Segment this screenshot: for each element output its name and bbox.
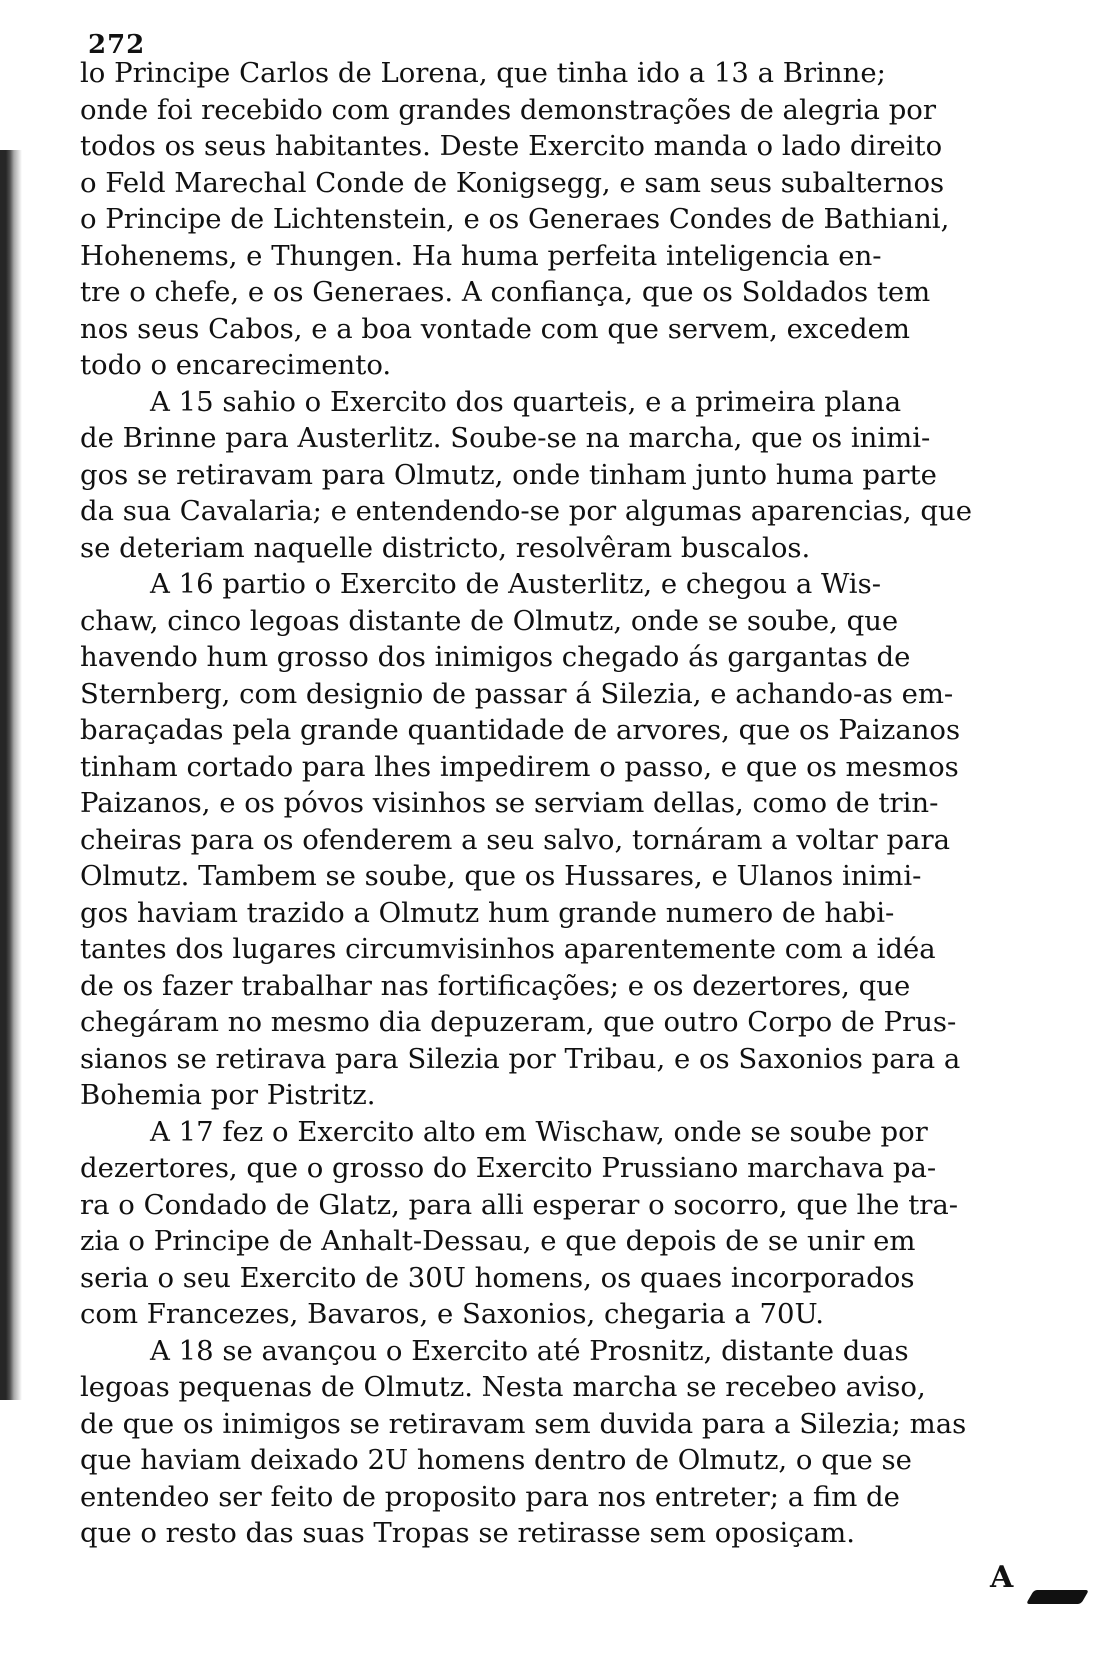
- paragraph: [80, 55, 1015, 384]
- text-line: legoas pequenas de Olmutz. Nesta marcha se recebeo aviso,: [80, 1371, 926, 1403]
- text-line: onde foi recebido com grandes demonstrações de alegria por: [80, 93, 937, 126]
- text-line: Sternberg, com designio de passar á Silezia, e achando-as em-: [80, 677, 954, 710]
- text-line: todo o encarecimento.: [80, 349, 392, 381]
- text-line: gos haviam trazido a Olmutz hum grande numero de habi-: [80, 896, 895, 929]
- text-line: o Feld Marechal Conde de Konigsegg, e sam seus subalternos: [80, 166, 945, 199]
- text-line: dezertores, que o grosso do Exercito Prussiano marchava pa-: [80, 1152, 937, 1184]
- text-line: ra o Condado de Glatz, para alli esperar o socorro, que lhe tra-: [80, 1188, 959, 1221]
- text-line: lo Principe Carlos de Lorena, que tinha ido a 13 a Brinne;: [80, 57, 886, 89]
- text-line: Hohenems, e Thungen. Ha huma perfeita inteligencia en-: [80, 239, 882, 272]
- text-line: nos seus Cabos, e a boa vontade com que servem, excedem: [80, 312, 911, 345]
- ink-smudge: [1026, 1590, 1089, 1604]
- text-line: tre o chefe, e os Generaes. A confiança, que os Soldados tem: [80, 276, 931, 308]
- paragraph: [80, 566, 1015, 1114]
- text-line: A 17 fez o Exercito alto em Wischaw, onde se soube por: [150, 1115, 928, 1148]
- text-line: A 18 se avançou o Exercito até Prosnitz, distante duas: [150, 1334, 909, 1367]
- paragraph: [80, 384, 1015, 567]
- text-line: tinham cortado para lhes impedirem o passo, e que os mesmos: [80, 750, 959, 783]
- text-line: Bohemia por Pistritz.: [80, 1079, 376, 1111]
- text-line: chegáram no mesmo dia depuzeram, que outro Corpo de Prus-: [80, 1006, 957, 1038]
- text-line: se deteriam naquelle districto, resolvêram buscalos.: [80, 531, 811, 564]
- text-line: chaw, cinco legoas distante de Olmutz, onde se soube, que: [80, 604, 899, 637]
- text-line: da sua Cavalaria; e entendendo-se por algumas aparencias, que: [80, 495, 972, 527]
- text-line: gos se retiravam para Olmutz, onde tinham junto huma parte: [80, 458, 937, 491]
- text-line: A 16 partio o Exercito de Austerlitz, e chegou a Wis-: [150, 568, 881, 600]
- catchword: A: [990, 1560, 1014, 1595]
- text-line: havendo hum grosso dos inimigos chegado ás gargantas de: [80, 641, 911, 673]
- text-line: de que os inimigos se retiravam sem duvida para a Silezia; mas: [80, 1407, 967, 1440]
- text-line: cheiras para os ofenderem a seu salvo, tornáram a voltar para: [80, 823, 951, 856]
- body-text: [80, 55, 1015, 1552]
- binding-shadow: [0, 150, 24, 1400]
- text-line: Olmutz. Tambem se soube, que os Hussares, e Ulanos inimi-: [80, 860, 922, 892]
- text-line: de Brinne para Austerlitz. Soube-se na marcha, que os inimi-: [80, 422, 931, 454]
- text-line: tantes dos lugares circumvisinhos aparentemente com a idéa: [80, 933, 936, 965]
- text-line: com Francezes, Bavaros, e Saxonios, chegaria a 70U.: [80, 1298, 824, 1330]
- text-line: sianos se retirava para Silezia por Tribau, e os Saxonios para a: [80, 1042, 961, 1075]
- text-line: baraçadas pela grande quantidade de arvores, que os Paizanos: [80, 714, 961, 746]
- paragraph: [80, 1114, 1015, 1333]
- text-line: seria o seu Exercito de 30U homens, os quaes incorporados: [80, 1261, 915, 1294]
- text-line: o Principe de Lichtenstein, e os Generaes Condes de Bathiani,: [80, 203, 950, 235]
- text-line: A 15 sahio o Exercito dos quarteis, e a primeira plana: [150, 385, 902, 418]
- text-line: zia o Principe de Anhalt-Dessau, e que depois de se unir em: [80, 1225, 916, 1257]
- text-line: entendeo ser feito de proposito para nos entreter; a fim de: [80, 1480, 900, 1513]
- page-number: 272: [88, 30, 146, 60]
- text-line: que haviam deixado 2U homens dentro de Olmutz, o que se: [80, 1444, 912, 1476]
- text-line: de os fazer trabalhar nas fortificações; e os dezertores, que: [80, 969, 911, 1002]
- text-line: todos os seus habitantes. Deste Exercito manda o lado direito: [80, 130, 943, 162]
- text-line: Paizanos, e os póvos visinhos se serviam dellas, como de trin-: [80, 787, 939, 819]
- paragraph: [80, 1333, 1015, 1552]
- text-line: que o resto das suas Tropas se retirasse sem oposiçam.: [80, 1517, 855, 1549]
